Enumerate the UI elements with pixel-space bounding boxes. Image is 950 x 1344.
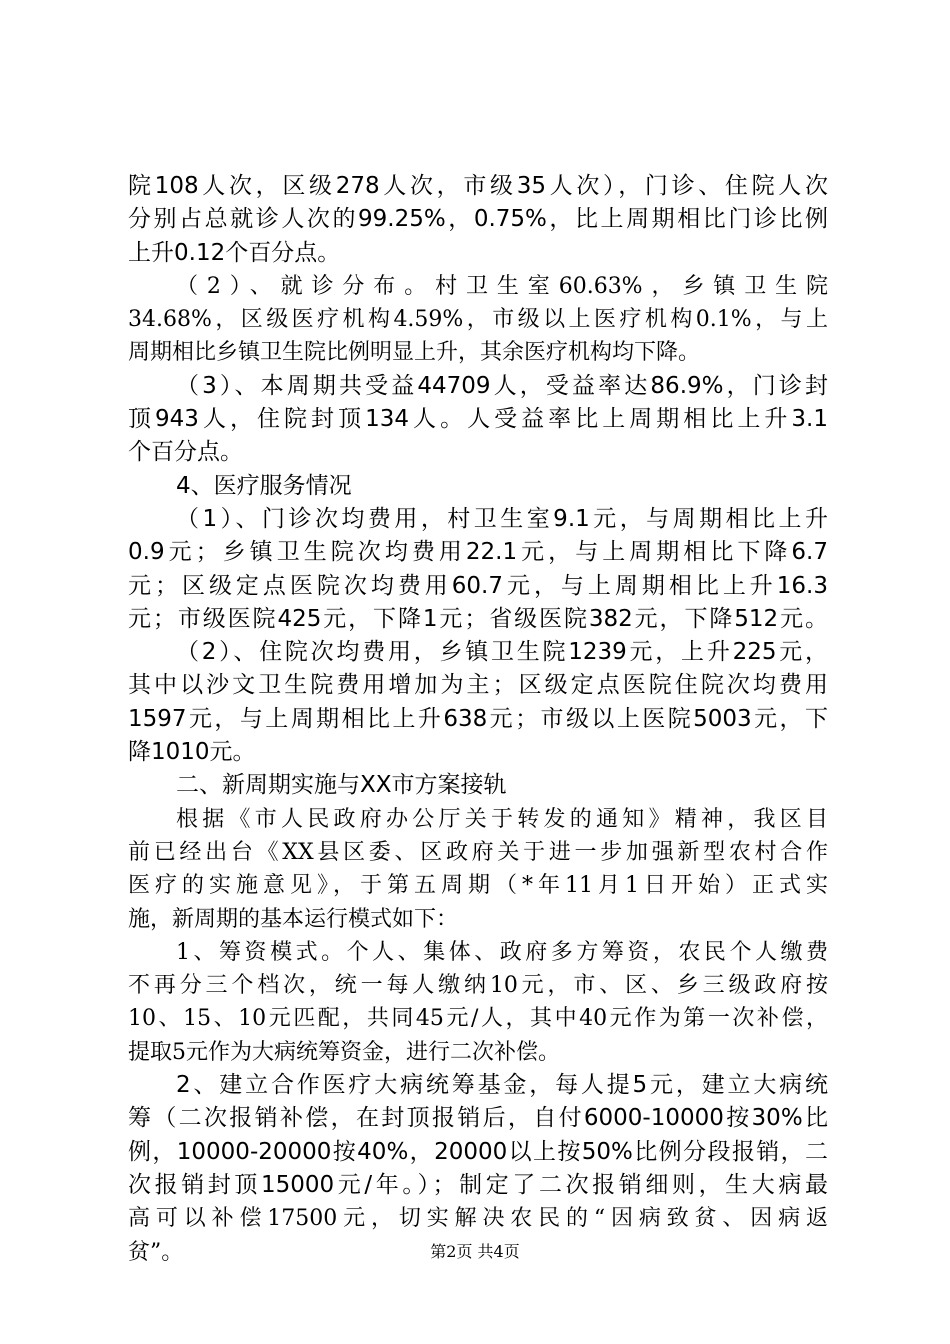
body-line: 不再分三个档次，统一每人缴纳10元，市、区、乡三级政府按 bbox=[128, 973, 828, 999]
body-line: 其中以沙文卫生院费用增加为主；区级定点医院住院次均费用 bbox=[128, 672, 828, 699]
body-line: 1、筹资模式。个人、集体、政府多方筹资，农民个人缴费 bbox=[176, 939, 828, 965]
page-footer: 第2页 共4页 bbox=[430, 1242, 520, 1261]
body-line: 贫”。 bbox=[128, 1239, 184, 1265]
body-line: 筹（二次报销补偿，在封顶报销后，自付6000-10000按30%比 bbox=[128, 1105, 828, 1132]
body-line: 上升0.12个百分点。 bbox=[128, 239, 341, 266]
section-heading: 二、新周期实施与XX市方案接轨 bbox=[176, 772, 507, 799]
body-line: 10、15、10元匹配，共同45元/人，其中40元作为第一次补偿， bbox=[128, 1006, 828, 1032]
body-line: 医疗的实施意见》，于第五周期（*年11月1日开始）正式实 bbox=[128, 873, 828, 899]
body-line: 根据《市人民政府办公厅关于转发的通知》精神，我区目 bbox=[176, 806, 828, 832]
document-body bbox=[128, 170, 828, 1269]
body-line: 2、建立合作医疗大病统筹基金，每人提5元，建立大病统 bbox=[176, 1072, 828, 1099]
body-line: 次报销封顶15000元/年。）；制定了二次报销细则，生大病最 bbox=[128, 1171, 828, 1198]
body-line: 元；区级定点医院次均费用60.7元，与上周期相比上升16.3 bbox=[128, 572, 828, 599]
body-line: 院108人次，区级278人次，市级35人次），门诊、住院人次 bbox=[128, 173, 828, 199]
body-line: （2）、住院次均费用，乡镇卫生院1239元，上升225元， bbox=[176, 639, 828, 666]
body-line: 元；市级医院425元，下降1元；省级医院382元，下降512元。 bbox=[128, 605, 828, 632]
body-line: 分别占总就诊人次的99.25%，0.75%，比上周期相比门诊比例 bbox=[128, 206, 828, 233]
body-line: 周期相比乡镇卫生院比例明显上升，其余医疗机构均下降。 bbox=[128, 340, 701, 366]
body-line: （2）、就诊分布。村卫生室60.63%，乡镇卫生院 bbox=[176, 273, 828, 299]
body-line: （1）、门诊次均费用，村卫生室9.1元，与周期相比上升 bbox=[176, 505, 828, 532]
body-line: 个百分点。 bbox=[128, 439, 243, 466]
body-line: 0.9元；乡镇卫生院次均费用22.1元，与上周期相比下降6.7 bbox=[128, 539, 828, 566]
body-line: 高可以补偿17500元，切实解决农民的“因病致贫、因病返 bbox=[128, 1206, 828, 1232]
section-heading: 4、医疗服务情况 bbox=[176, 472, 352, 499]
body-line: 前已经出台《XX县区委、区政府关于进一步加强新型农村合作 bbox=[128, 839, 828, 865]
body-line: 例，10000-20000按40%，20000以上按50%比例分段报销，二 bbox=[128, 1138, 828, 1165]
body-line: （3）、本周期共受益44709人，受益率达86.9%，门诊封 bbox=[176, 372, 828, 399]
body-line: 提取5元作为大病统筹资金，进行二次补偿。 bbox=[128, 1039, 560, 1065]
body-line: 降1010元。 bbox=[128, 739, 256, 766]
body-line: 顶943人，住院封顶134人。人受益率比上周期相比上升3.1 bbox=[128, 406, 828, 433]
body-line: 34.68%，区级医疗机构4.59%，市级以上医疗机构0.1%，与上 bbox=[128, 307, 828, 333]
body-line: 施，新周期的基本运行模式如下： bbox=[128, 906, 459, 932]
body-line: 1597元，与上周期相比上升638元；市级以上医院5003元，下 bbox=[128, 705, 828, 732]
